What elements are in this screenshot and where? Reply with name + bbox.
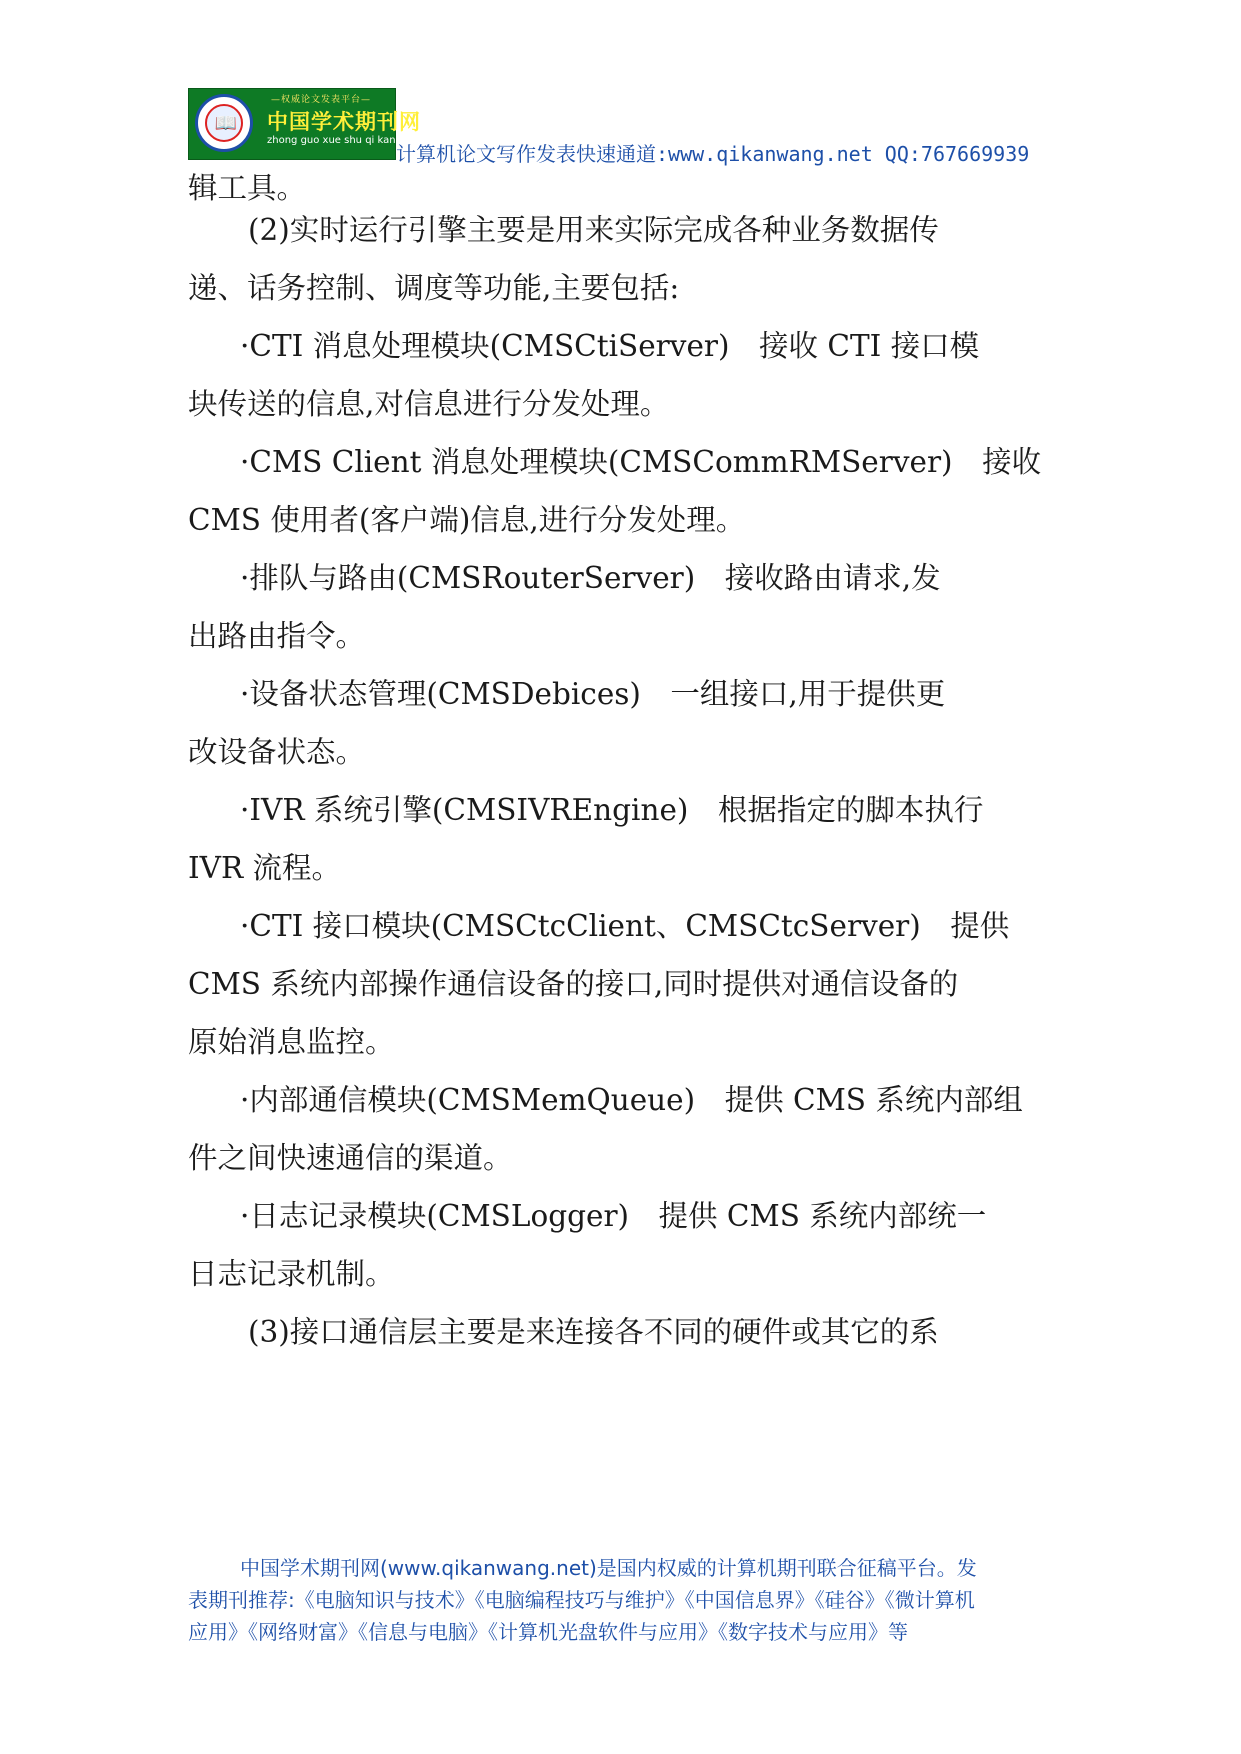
list-item: ·日志记录模块(CMSLogger) 提供 CMS 系统内部统一	[240, 1199, 987, 1233]
logo-pinyin: zhong guo xue shu qi kan wang	[267, 135, 426, 146]
body-line: (2)实时运行引擎主要是用来实际完成各种业务数据传	[248, 213, 939, 247]
body-line: CMS 系统内部操作通信设备的接口,同时提供对通信设备的	[188, 967, 959, 1001]
body-line: (3)接口通信层主要是来连接各不同的硬件或其它的系	[248, 1315, 939, 1349]
list-item: ·CTI 接口模块(CMSCtcClient、CMSCtcServer) 提供	[240, 909, 1010, 943]
header-contact-link[interactable]: 计算机论文写作发表快速通道:www.qikanwang.net QQ:767669939	[396, 142, 1030, 166]
footer-line[interactable]: 中国学术期刊网(www.qikanwang.net)是国内权威的计算机期刊联合征稿平台。发	[240, 1556, 977, 1580]
body-line: 块传送的信息,对信息进行分发处理。	[188, 387, 670, 421]
site-logo[interactable]	[188, 88, 426, 160]
body-line: 件之间快速通信的渠道。	[188, 1141, 513, 1175]
body-line: 原始消息监控。	[188, 1025, 395, 1059]
body-line: 日志记录机制。	[188, 1257, 395, 1291]
logo-tagline: —权威论文发表平台—	[271, 95, 372, 105]
list-item: ·设备状态管理(CMSDebices) 一组接口,用于提供更	[240, 677, 946, 711]
list-item: ·IVR 系统引擎(CMSIVREngine) 根据指定的脚本执行	[240, 793, 984, 827]
list-item: ·CTI 消息处理模块(CMSCtiServer) 接收 CTI 接口模	[240, 329, 980, 363]
body-line: IVR 流程。	[188, 851, 342, 885]
page-header	[188, 88, 1088, 166]
footer-line: 应用》《网络财富》《信息与电脑》《计算机光盘软件与应用》《数字技术与应用》等	[188, 1620, 908, 1644]
body-line: 出路由指令。	[188, 619, 366, 653]
list-item: ·CMS Client 消息处理模块(CMSCommRMServer) 接收	[240, 445, 1042, 479]
body-line: 辑工具。	[188, 171, 307, 205]
body-line: CMS 使用者(客户端)信息,进行分发处理。	[188, 503, 746, 537]
book-icon: 📖	[214, 113, 238, 134]
list-item: ·内部通信模块(CMSMemQueue) 提供 CMS 系统内部组	[240, 1083, 1023, 1117]
body-line: 改设备状态。	[188, 735, 366, 769]
body-line: 递、话务控制、调度等功能,主要包括:	[188, 271, 680, 305]
logo-name: 中国学术期刊网	[267, 110, 421, 134]
footer-line: 表期刊推荐:《电脑知识与技术》《电脑编程技巧与维护》《中国信息界》《硅谷》《微计算机	[188, 1588, 975, 1612]
list-item: ·排队与路由(CMSRouterServer) 接收路由请求,发	[240, 561, 941, 595]
logo-emblem	[195, 94, 253, 152]
